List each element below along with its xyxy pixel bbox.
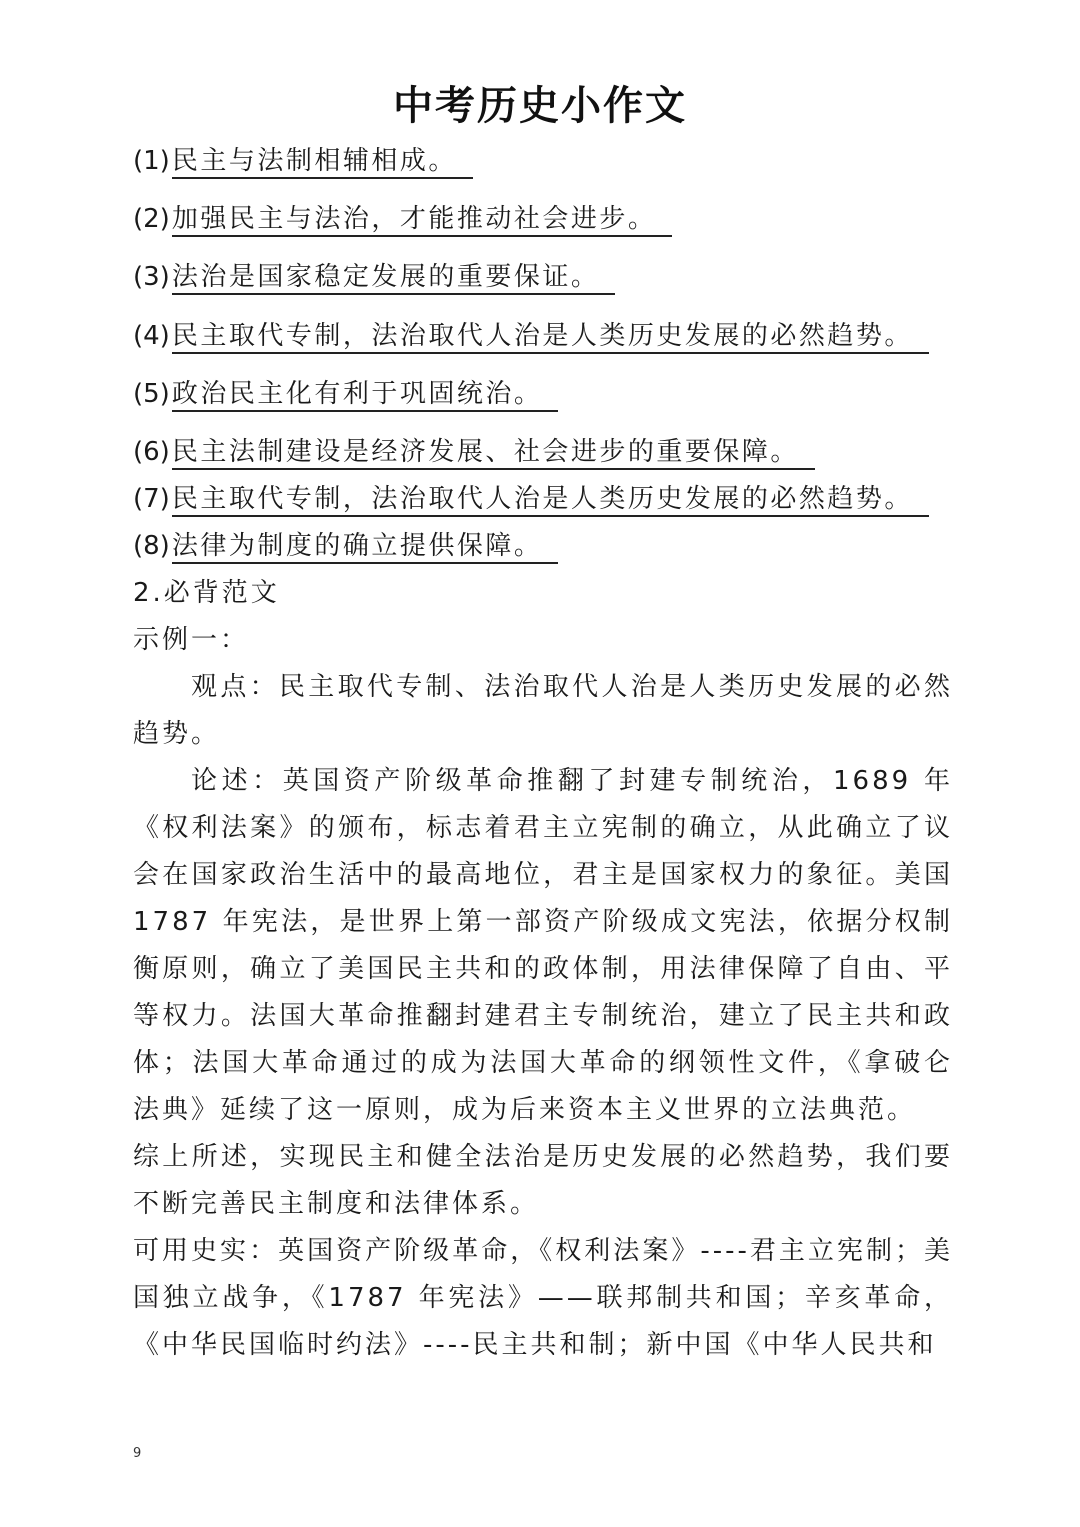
argument-paragraph: 论述：英国资产阶级革命推翻了封建专制统治，1689 年《权利法案》的颁布，标志着君主立宪制的确立，从此确立了议会在国家政治生活中的最高地位，君主是国家权力的象征。美国 1787 年宪法，是世界上第一部资产阶级成文宪法，依据分权制衡原则，确立了美国民主共和的政体制，用法律保障了自由、平等权力。法国大革命推翻封建君主专制统治，建立了民主共和政体；法国大革命通过的成为法国大革命的纲领性文件，《拿破仑法典》延续了这一原则，成为后来资本主义世界的立法典范。 [133,766,953,1125]
point-text: 法治是国家稳定发展的重要保证。 [172,262,616,295]
page-title: 中考历史小作文 [393,82,687,129]
page-number: 9 [133,1446,142,1461]
conclusion-paragraph: 综上所述，实现民主和健全法治是历史发展的必然趋势，我们要不断完善民主制度和法律体系。 [133,1142,953,1219]
example-label: 示例一： [133,625,250,655]
point-text: 民主取代专制，法治取代人治是人类历史发展的必然趋势。 [172,321,929,354]
facts-paragraph: 可用史实：英国资产阶级革命，《权利法案》----君主立宪制；美国独立战争，《1787 年宪法》——联邦制共和国；辛亥革命，《中华民国临时约法》----民主共和制；新中国《中华人民共和 [133,1236,953,1360]
point-text: 法律为制度的确立提供保障。 [172,531,559,564]
point-text: 政治民主化有利于巩固统治。 [172,379,559,412]
point-number: (7) [133,484,170,514]
point-number: (2) [133,204,170,234]
point-item [133,376,558,412]
point-text: 民主法制建设是经济发展、社会进步的重要保障。 [172,437,815,470]
point-number: (6) [133,437,170,467]
body-text [133,570,953,1369]
point-item [133,143,473,179]
point-item [133,528,558,564]
point-number: (3) [133,262,170,292]
point-number: (8) [133,531,170,561]
point-item [133,259,615,295]
point-item [133,434,815,470]
point-item [133,318,929,354]
point-number: (4) [133,321,170,351]
point-text: 民主取代专制，法治取代人治是人类历史发展的必然趋势。 [172,484,929,517]
point-item [133,481,929,517]
point-item [133,201,672,237]
point-text: 加强民主与法治，才能推动社会进步。 [172,204,673,237]
point-number: (1) [133,146,170,176]
viewpoint-paragraph: 观点：民主取代专制、法治取代人治是人类历史发展的必然趋势。 [133,672,953,749]
section-heading: 2.必背范文 [133,578,280,608]
point-text: 民主与法制相辅相成。 [172,146,473,179]
point-number: (5) [133,379,170,409]
